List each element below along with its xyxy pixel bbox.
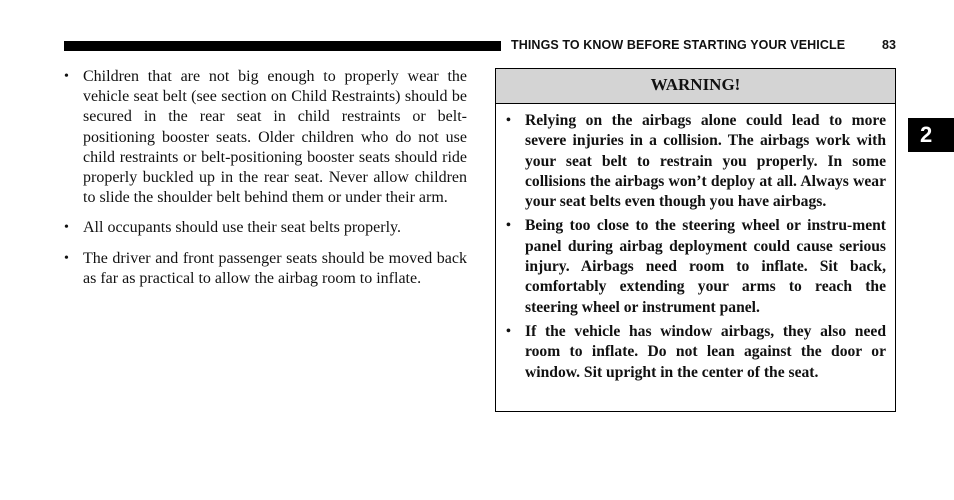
running-header-title: THINGS TO KNOW BEFORE STARTING YOUR VEHICLE [511,38,846,52]
list-item: • Children that are not big enough to properly wear the vehicle seat belt (see section on Child Restraints) should be secured in the rear seat in child restraints or belt-positioning booster seats. Older children who do not use child restraints or belt-positioning booster seats should ride properly buckled up in the rear seat. Never allow children to slide the shoulder belt behind them or under their arm. [64,67,467,208]
page-number: 83 [882,38,896,52]
warning-item: • Relying on the airbags alone could lead to more severe injuries in a collision. The airbags work with your seat belt to restrain you properly. In some collisions the airbags won’t deploy at all. Always wear your seat belts even though you have airbags. [506,111,886,212]
section-tab: 2 [908,118,954,152]
list-item: • All occupants should use their seat belts properly. [64,218,467,238]
warning-title: WARNING! [496,69,895,104]
warning-box [495,68,896,412]
left-column [64,67,467,299]
warning-item: • If the vehicle has window airbags, they also need room to inflate. Do not lean against the door or window. Sit upright in the center of the seat. [506,322,886,383]
header-rule [64,41,501,51]
warning-list [496,104,895,383]
warning-item: • Being too close to the steering wheel or instru-ment panel during airbag deployment could cause serious injury. Airbags need room to inflate. Sit back, comfortably extending your arms to reach the steering wheel or instrument panel. [506,216,886,317]
list-item: • The driver and front passenger seats should be moved back as far as practical to allow the airbag room to inflate. [64,249,467,289]
